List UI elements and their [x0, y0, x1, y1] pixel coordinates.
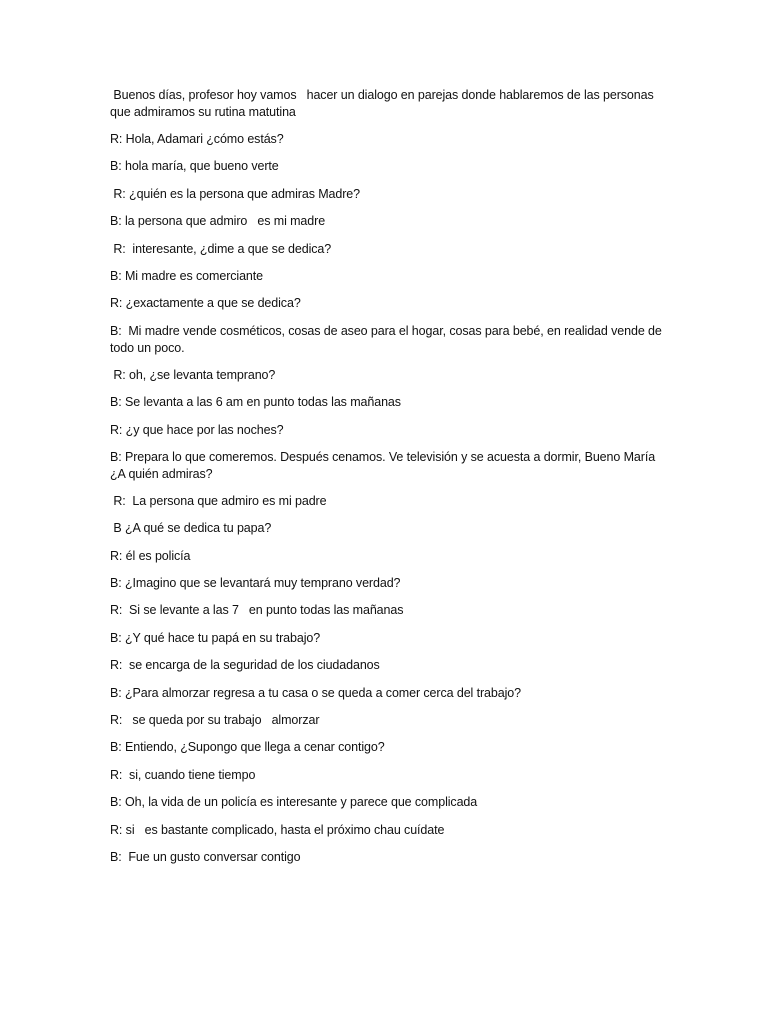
dialogue-line: R: Si se levante a las 7 en punto todas las mañanas — [110, 603, 404, 618]
dialogue-line: R: ¿y que hace por las noches? — [110, 422, 284, 437]
dialogue-line: B: hola maría, que bueno verte — [110, 159, 279, 174]
dialogue-line: R: si, cuando tiene tiempo — [110, 767, 256, 782]
dialogue-line: B: ¿Para almorzar regresa a tu casa o se queda a comer cerca del trabajo? — [110, 685, 521, 700]
dialogue-line: B ¿A qué se dedica tu papa? — [110, 521, 272, 536]
dialogue-line: B: Mi madre es comerciante — [110, 268, 264, 283]
dialogue-text — [110, 87, 670, 876]
dialogue-line: R: se queda por su trabajo almorzar — [110, 713, 320, 728]
dialogue-line: R: interesante, ¿dime a que se dedica? — [110, 241, 332, 256]
dialogue-line: B: Entiendo, ¿Supongo que llega a cenar contigo? — [110, 740, 385, 755]
dialogue-line: R: oh, ¿se levanta temprano? — [110, 367, 276, 382]
dialogue-line: R: ¿quién es la persona que admiras Madre? — [110, 186, 361, 201]
dialogue-line: B: Se levanta a las 6 am en punto todas las mañanas — [110, 395, 401, 410]
dialogue-line: B: ¿Imagino que se levantará muy temprano verdad? — [110, 576, 401, 591]
dialogue-line: B: Mi madre vende cosméticos, cosas de aseo para el hogar, cosas para bebé, en realidad vende de todo un poco. — [110, 323, 666, 355]
dialogue-line: B: Prepara lo que comeremos. Después cenamos. Ve televisión y se acuesta a dormir, Bueno María ¿A quién admiras? — [110, 449, 659, 481]
dialogue-line: R: se encarga de la seguridad de los ciudadanos — [110, 658, 380, 673]
dialogue-line: R: Hola, Adamari ¿cómo estás? — [110, 132, 284, 146]
dialogue-line: R: si es bastante complicado, hasta el próximo chau cuídate — [110, 822, 445, 837]
intro-paragraph: Buenos días, profesor hoy vamos hacer un dialogo en parejas donde hablaremos de las personas que admiramos su rutina matutina — [110, 88, 658, 119]
dialogue-line: B: Fue un gusto conversar contigo — [110, 849, 301, 864]
dialogue-line: B: Oh, la vida de un policía es interesante y parece que complicada — [110, 795, 478, 810]
dialogue-line: B: ¿Y qué hace tu papá en su trabajo? — [110, 630, 321, 645]
dialogue-line: B: la persona que admiro es mi madre — [110, 214, 326, 229]
dialogue-line: R: La persona que admiro es mi padre — [110, 493, 327, 508]
dialogue-line: R: él es policía — [110, 548, 191, 563]
dialogue-line: R: ¿exactamente a que se dedica? — [110, 296, 301, 311]
